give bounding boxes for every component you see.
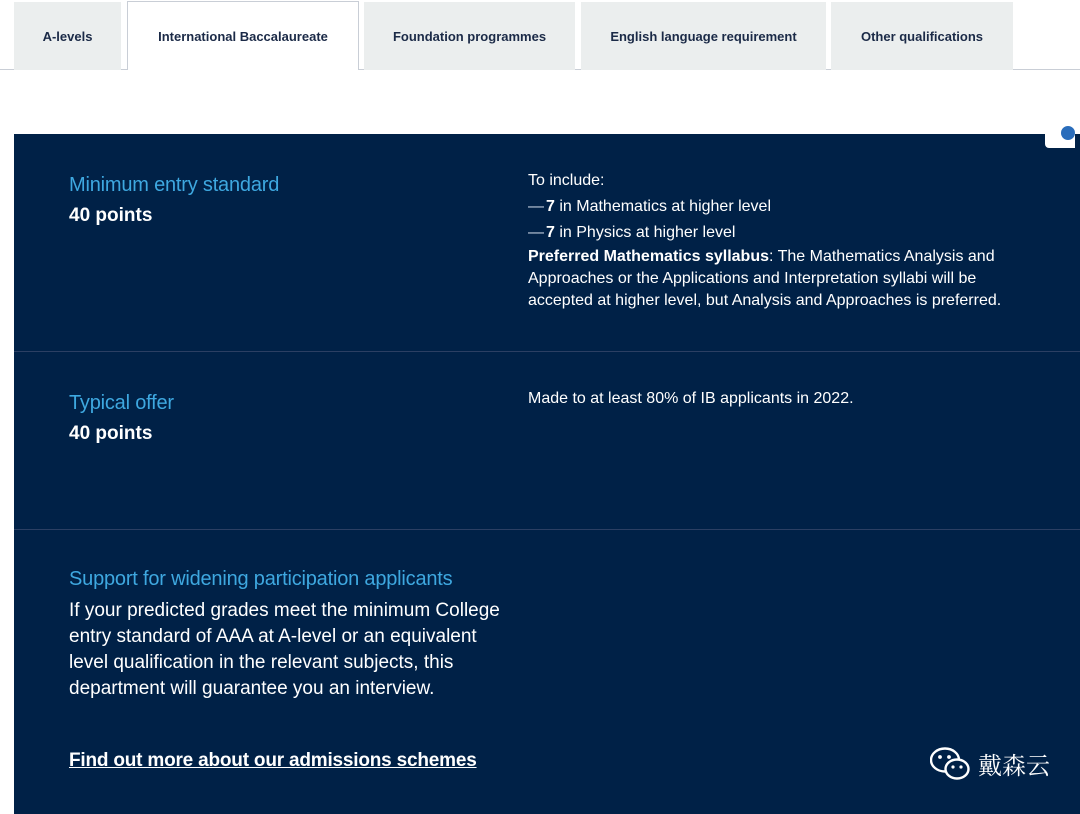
preferred-syllabus-label: Preferred Mathematics syllabus: [528, 248, 769, 265]
feedback-tab[interactable]: [1045, 118, 1075, 148]
admissions-schemes-link[interactable]: Find out more about our admissions schemes: [69, 750, 477, 771]
requirement-text: in Physics at higher level: [554, 224, 736, 241]
requirement-text: in Mathematics at higher level: [554, 198, 772, 215]
requirement-item: [528, 220, 1028, 246]
typical-offer-row: [14, 352, 1080, 530]
minimum-entry-value: 40 points: [69, 205, 153, 226]
typical-offer-heading: Typical offer: [69, 392, 174, 414]
widening-heading: Support for widening participation applicants: [69, 568, 453, 590]
tab-bar: [0, 0, 1080, 70]
widening-body: If your predicted grades meet the minimum College entry standard of AAA at A-level or an equivalent level qualification in the relevant subjects, this department will guarantee you an interview.: [69, 600, 500, 699]
entry-requirements-panel: [14, 134, 1080, 814]
minimum-entry-details: [528, 168, 1028, 312]
typical-offer-note: Made to at least 80% of IB applicants in 2022.: [528, 390, 854, 407]
info-icon: [1061, 126, 1075, 140]
requirement-item: [528, 194, 1028, 220]
minimum-entry-row: [14, 134, 1080, 352]
typical-offer-value: 40 points: [69, 423, 153, 444]
watermark: [930, 746, 1050, 781]
dash-glyph: —: [528, 198, 544, 215]
requirement-grade: 7: [546, 224, 555, 241]
tab-international-baccalaureate[interactable]: International Baccalaureate: [127, 1, 359, 70]
preferred-syllabus-text: : The Mathematics Analysis and Approaches or the Applications and Interpretation syllabi will be accepted at higher level, but Analysis and Approaches is preferred.: [528, 248, 1002, 309]
tab-a-levels[interactable]: A-levels: [14, 2, 121, 70]
tab-english-language-requirement[interactable]: English language requirement: [581, 2, 826, 70]
watermark-text: 戴森云: [978, 752, 1050, 780]
requirement-grade: 7: [546, 198, 555, 215]
wechat-icon: [930, 747, 970, 781]
include-label: To include:: [528, 172, 605, 189]
tab-other-qualifications[interactable]: Other qualifications: [831, 2, 1013, 70]
preferred-syllabus-note: [528, 246, 1028, 312]
tab-foundation-programmes[interactable]: Foundation programmes: [364, 2, 575, 70]
widening-participation-row: [14, 530, 1080, 814]
minimum-entry-heading: Minimum entry standard: [69, 174, 280, 196]
dash-glyph: —: [528, 224, 544, 241]
